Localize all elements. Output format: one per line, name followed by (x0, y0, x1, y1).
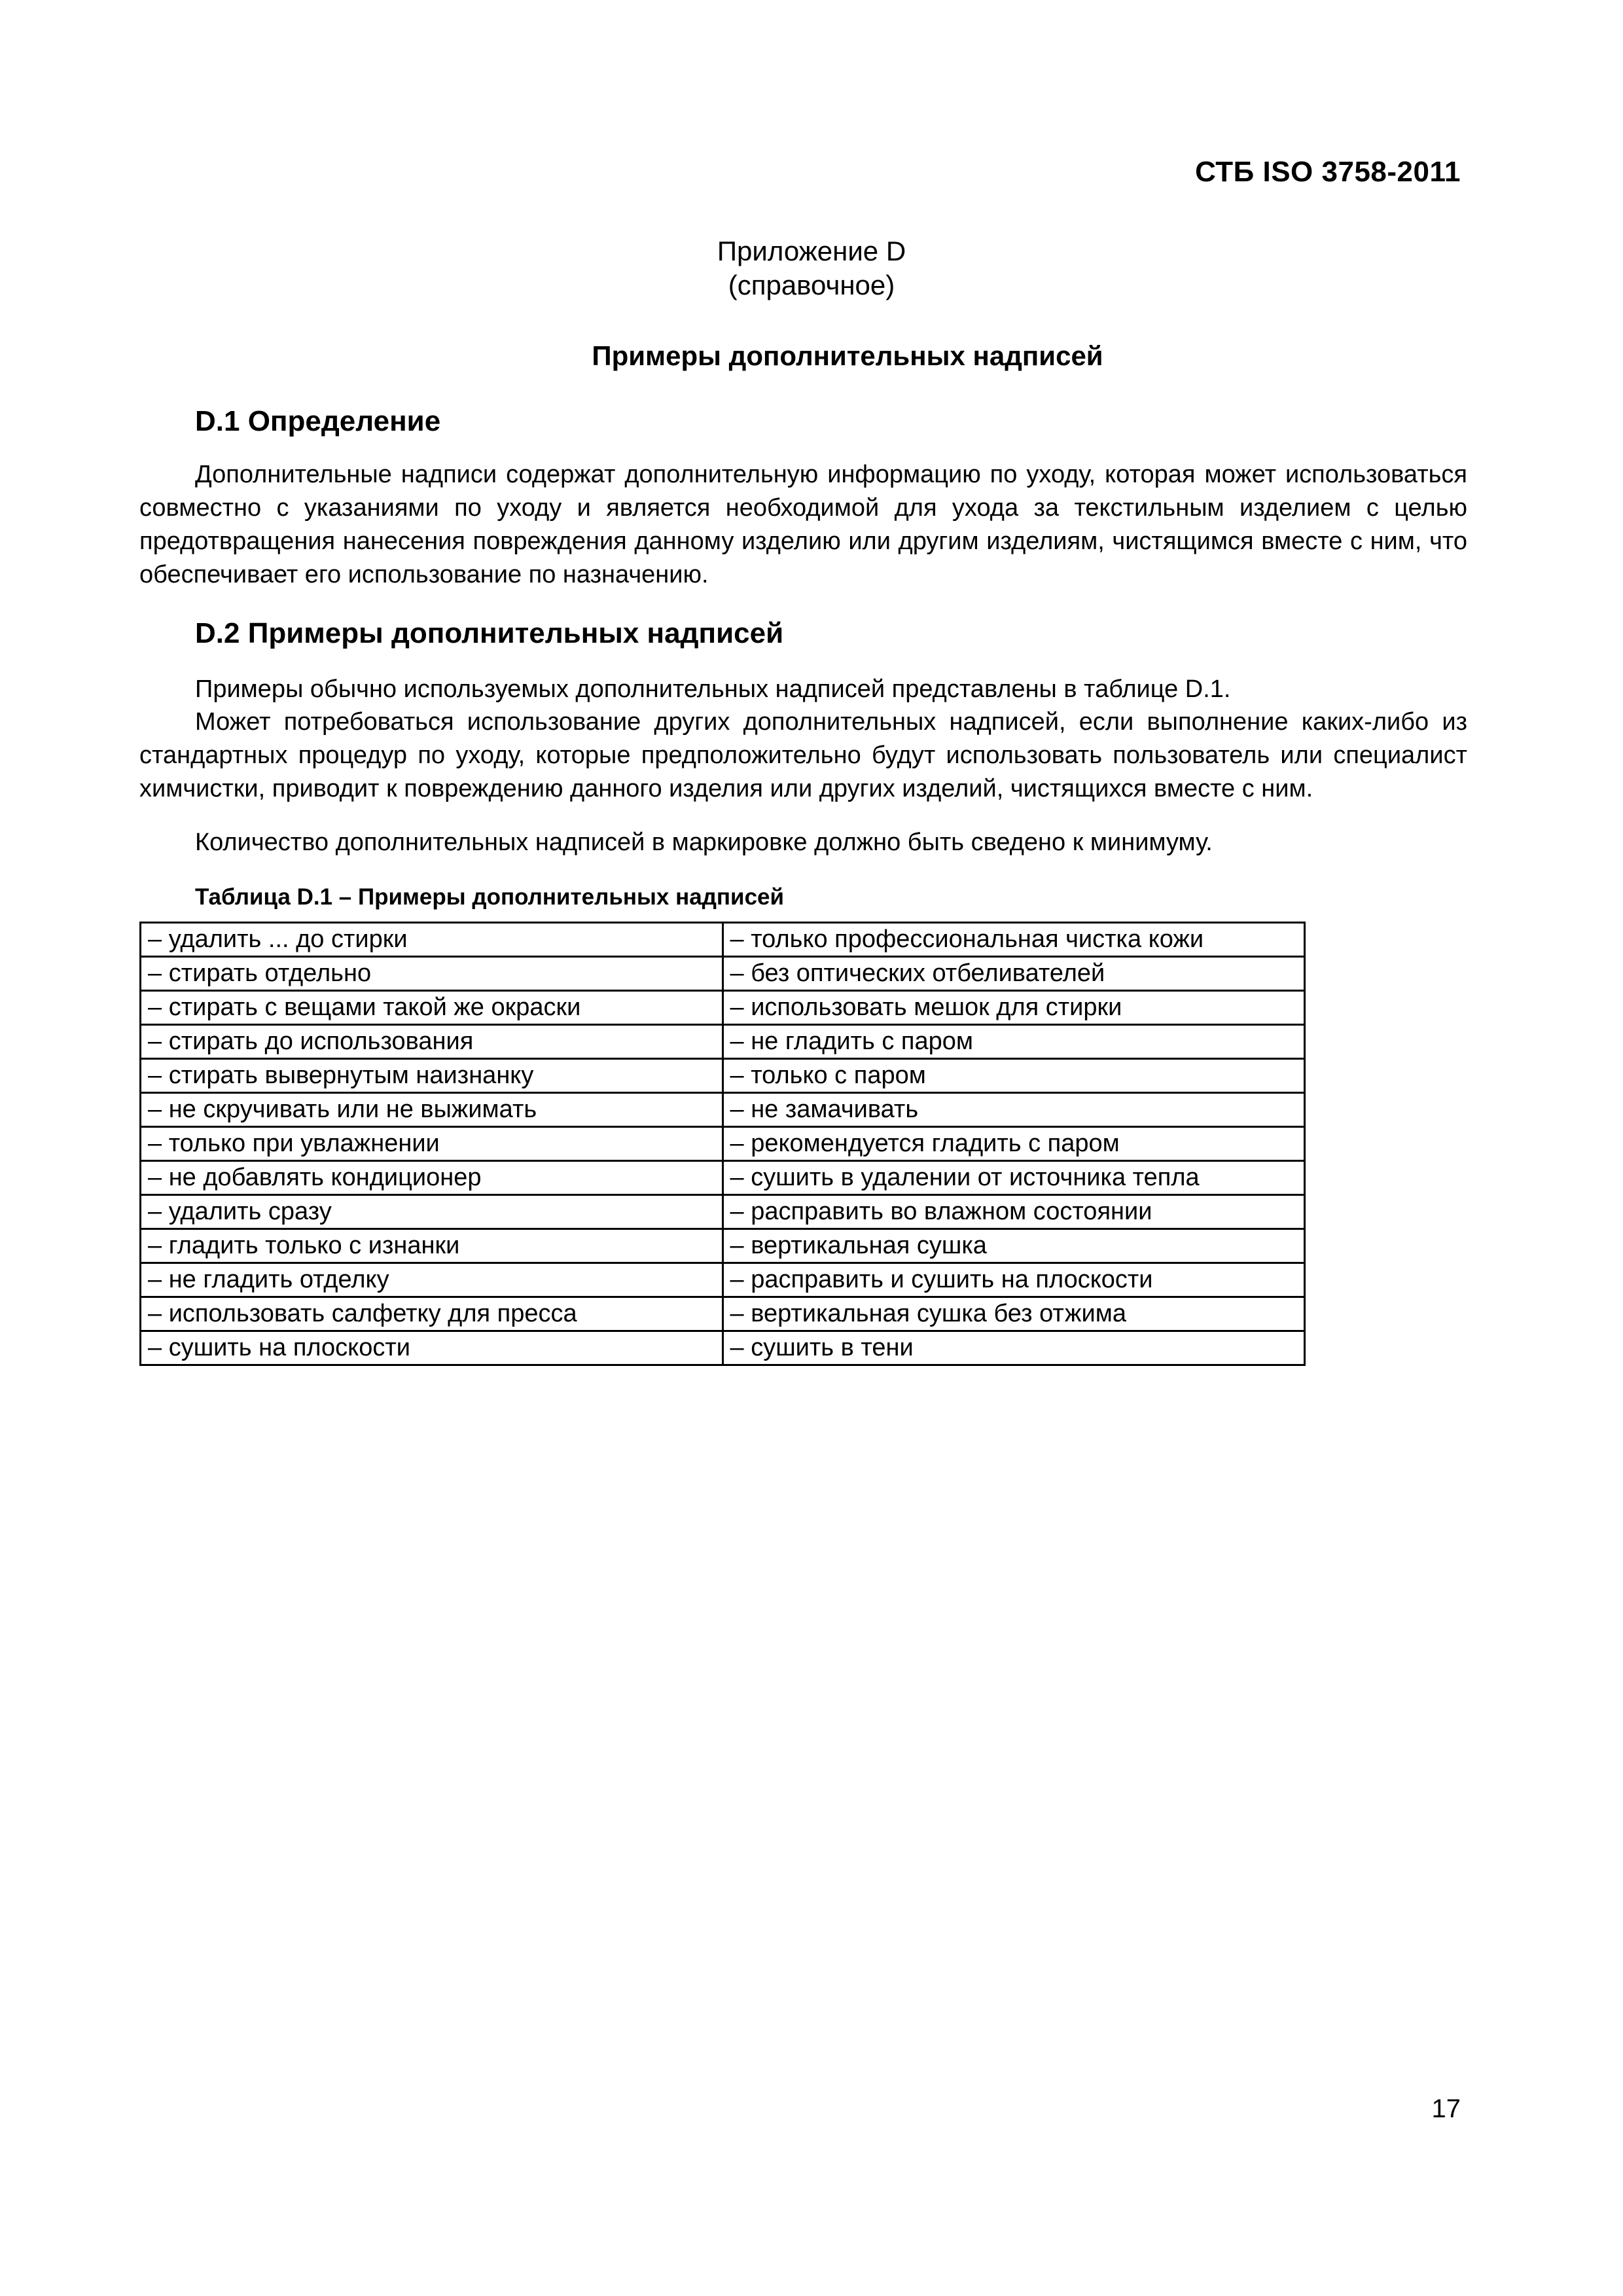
table-row (141, 1127, 1305, 1161)
table-cell: – удалить сразу (141, 1195, 723, 1229)
annex-title: Приложение D (717, 236, 906, 266)
table-cell: – без оптических отбеливателей (722, 957, 1305, 991)
table-cell: – стирать вывернутым наизнанку (141, 1059, 723, 1093)
table-caption: Таблица D.1 – Примеры дополнительных надписей (195, 884, 785, 910)
table-cell: – удалить ... до стирки (141, 923, 723, 957)
table-row (141, 1229, 1305, 1263)
table-row (141, 991, 1305, 1025)
table-cell: – не гладить с паром (722, 1025, 1305, 1059)
table-row (141, 923, 1305, 957)
section-heading-d2: D.2 Примеры дополнительных надписей (195, 617, 784, 649)
table-cell: – использовать салфетку для пресса (141, 1297, 723, 1331)
table-cell: – только профессиональная чистка кожи (722, 923, 1305, 957)
table-cell: – не скручивать или не выжимать (141, 1093, 723, 1127)
table-cell: – только при увлажнении (141, 1127, 723, 1161)
table-cell: – рекомендуется гладить с паром (722, 1127, 1305, 1161)
table-cell: – гладить только с изнанки (141, 1229, 723, 1263)
table-cell: – расправить во влажном состоянии (722, 1195, 1305, 1229)
table-row (141, 957, 1305, 991)
table-cell: – стирать до использования (141, 1025, 723, 1059)
table-row (141, 1059, 1305, 1093)
annex-subtitle: (справочное) (728, 270, 895, 300)
section-d2-paragraph-3: Количество дополнительных надписей в маркировке должно быть сведено к минимуму. (195, 829, 1213, 856)
table-cell: – сушить на плоскости (141, 1331, 723, 1365)
table-row (141, 1263, 1305, 1297)
table-cell: – не замачивать (722, 1093, 1305, 1127)
annex-heading: Примеры дополнительных надписей (592, 340, 1103, 371)
section-d2-paragraph-2: Может потребоваться использование других дополнительных надписей, если выполнение каких-либо из стандартных процедур по уходу, которые предположительно будут использовать пользователь или специалист химчистки, приводит к повреждению данного изделия или других изделий, чистящихся вместе с ним. (139, 708, 1467, 802)
table-cell: – стирать отдельно (141, 957, 723, 991)
table-row (141, 1093, 1305, 1127)
table-cell: – сушить в удалении от источника тепла (722, 1161, 1305, 1195)
table-row (141, 1297, 1305, 1331)
table-cell: – стирать с вещами такой же окраски (141, 991, 723, 1025)
section-heading-d1: D.1 Определение (195, 405, 441, 437)
table-cell: – вертикальная сушка без отжима (722, 1297, 1305, 1331)
section-d1-paragraph: Дополнительные надписи содержат дополнительную информацию по уходу, которая может использоваться совместно с указаниями по уходу и является необходимой для ухода за текстильным изделием с целью предотвращения нанесения повреждения данному изделию или другим изделиям, чистящимся вместе с ним, что обеспечивает его использование по назначению. (139, 461, 1467, 588)
care-labels-table (139, 922, 1306, 1366)
table-cell: – вертикальная сушка (722, 1229, 1305, 1263)
table-cell: – использовать мешок для стирки (722, 991, 1305, 1025)
document-code: СТБ ISO 3758-2011 (1195, 156, 1461, 188)
table-cell: – расправить и сушить на плоскости (722, 1263, 1305, 1297)
table-row (141, 1195, 1305, 1229)
table-row (141, 1331, 1305, 1365)
table-cell: – не добавлять кондиционер (141, 1161, 723, 1195)
table-row (141, 1025, 1305, 1059)
table-cell: – сушить в тени (722, 1331, 1305, 1365)
page-number: 17 (1431, 2094, 1461, 2123)
table-row (141, 1161, 1305, 1195)
table-cell: – не гладить отделку (141, 1263, 723, 1297)
table-cell: – только с паром (722, 1059, 1305, 1093)
section-d2-paragraph-1: Примеры обычно используемых дополнительных надписей представлены в таблице D.1. (195, 675, 1231, 703)
